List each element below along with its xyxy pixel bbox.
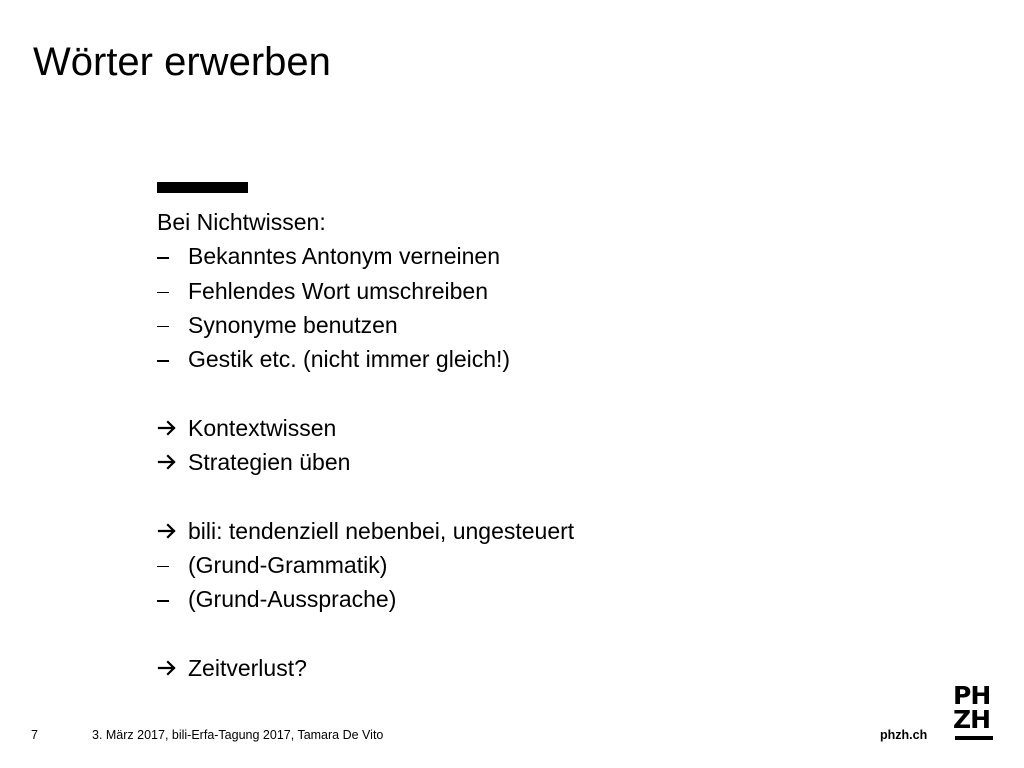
bullet-item xyxy=(157,308,857,342)
arrow-text: Zeitverlust? xyxy=(188,654,307,681)
bullet-text: Bekanntes Antonym verneinen xyxy=(188,243,500,270)
bullet-text: Fehlendes Wort umschreiben xyxy=(188,277,488,304)
arrow-item xyxy=(157,651,857,685)
page-number: 7 xyxy=(31,728,38,742)
site-link[interactable]: phzh.ch xyxy=(880,728,928,742)
phzh-logo xyxy=(953,681,993,734)
bullet-text: Synonyme benutzen xyxy=(188,311,398,338)
bullet-item xyxy=(157,274,857,308)
spacer xyxy=(157,376,857,410)
bullet-text: (Grund-Aussprache) xyxy=(188,586,397,613)
spacer xyxy=(157,617,857,651)
arrow-text: bili: tendenziell nebenbei, ungesteuert xyxy=(188,517,575,544)
slide-content xyxy=(157,205,857,685)
bullet-item xyxy=(157,582,857,616)
arrow-text: Strategien üben xyxy=(188,449,351,476)
footer-meta: 3. März 2017, bili-Erfa-Tagung 2017, Tamara De Vito xyxy=(92,728,384,742)
arrow-item xyxy=(157,411,857,445)
bullet-item xyxy=(157,239,857,273)
logo-line-1: PH xyxy=(953,681,991,710)
right-arrow-icon xyxy=(157,651,183,696)
content-heading: Bei Nichtwissen: xyxy=(157,209,326,235)
bullet-item xyxy=(157,548,857,582)
bullet-text: Gestik etc. (nicht immer gleich!) xyxy=(188,346,511,373)
arrow-item xyxy=(157,514,857,548)
logo-line-2: ZH xyxy=(953,705,991,734)
logo-underline xyxy=(955,736,993,740)
bullet-text: (Grund-Grammatik) xyxy=(188,551,388,578)
content-line-heading xyxy=(157,205,857,239)
slide-title: Wörter erwerben xyxy=(33,40,331,84)
arrow-text: Kontextwissen xyxy=(188,414,337,441)
accent-bar xyxy=(157,182,248,193)
bullet-item xyxy=(157,342,857,376)
spacer xyxy=(157,479,857,513)
arrow-item xyxy=(157,445,857,479)
